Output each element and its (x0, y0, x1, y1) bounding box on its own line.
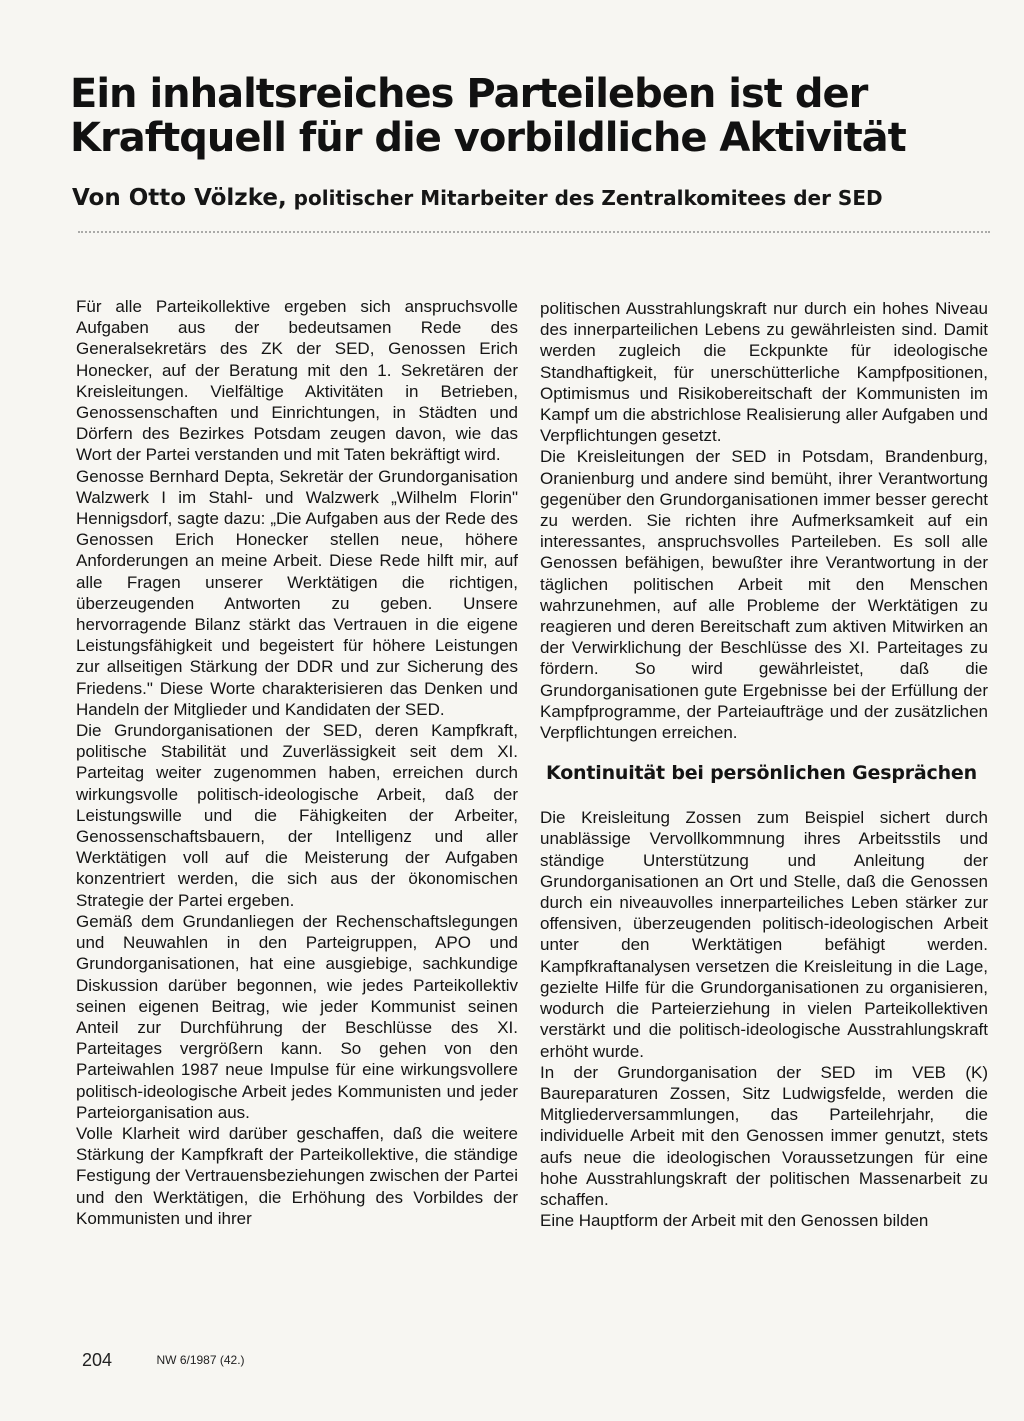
title-divider (78, 231, 990, 233)
paragraph: Eine Hauptform der Arbeit mit den Genossen bilden (540, 1211, 929, 1231)
paragraph: Gemäß dem Grundanliegen der Rechenschaftslegungen und Neuwahlen in den Parteigruppen, APO und Grundorganisationen, hat eine ausgiebige, sachkundige Diskussion darüber begonnen, wie jedes Parteikollektiv seinen eigenen Beitrag, wie jeder Kommunist seinen Anteil zur Durchführung der Beschlüsse des XI. Parteitages vergrößern kann. So gehen von den Parteiwahlen 1987 neue Impulse für eine wirkungsvollere politisch-ideologische Arbeit jedes Kommunisten und jeder Parteiorganisation aus. (76, 911, 518, 1122)
paragraph: In der Grundorganisation der SED im VEB (K) Baureparaturen Zossen, Sitz Ludwigsfelde, werden die Mitgliederversammlungen, das Parteilehrjahr, die individuelle Arbeit mit den Genossen immer genutzt, stets aufs neue die ideologischen Voraussetzungen für eine hohe Ausstrahlungskraft der politischen Massenarbeit zu schaffen. (540, 1062, 988, 1209)
paragraph: Die Kreisleitung Zossen zum Beispiel sichert durch unablässige Vervollkommnung ihres Arbeitsstils und ständige Unterstützung und Anleitung der Grundorganisationen an Ort und Stelle, daß die Genossen durch ein niveauvolles innerparteiliches Leben stärker zur offensiven, überzeugenden politisch-ideologischen Arbeit unter den Werktätigen befähigt werden. Kampfkraftanalysen versetzen die Kreisleitung in die Lage, gezielte Hilfe für die Grundorganisationen zu organisieren, wodurch die Parteierziehung in vielen Parteikollektiven verstärkt und die politisch-ideologische Ausstrahlungskraft erhöht wurde. (540, 808, 988, 1061)
paragraph: Die Grundorganisationen der SED, deren Kampfkraft, politische Stabilität und Zuverlässigkeit seit dem XI. Parteitag weiter zugenommen haben, erreichen durch wirkungsvolle politisch-ideologische Arbeit, daß der Leistungswille und die Fähigkeiten der Arbeiter, Genossenschaftsbauern, der Intelligenz und aller Werktätigen voll auf die Meisterung der Aufgaben konzentriert werden, die sich aus der ökonomischen Strategie der Partei ergeben. (76, 721, 518, 910)
paragraph: Die Kreisleitungen der SED in Potsdam, Brandenburg, Oranienburg und andere sind bemüht, ihrer Verantwortung gegenüber den Grundorganisationen immer besser gerecht zu werden. Sie richten ihre Aufmerksamkeit auf ein interessantes, anspruchsvolles Parteileben. Es soll alle Genossen befähigen, bewußter ihre Verantwortung in der täglichen politischen Arbeit mit den Menschen wahrzunehmen, auf alle Probleme der Werktätigen zu reagieren und deren Bereitschaft zum aktiven Mitwirken an der Verwirklichung der Beschlüsse des XI. Parteitages zu fördern. So wird gewährleistet, daß die Grundorganisationen gute Ergebnisse bei der Erfüllung der Kampfprogramme, der Parteiaufträge und der zusätzlichen Verpflichtungen erreichen. (540, 447, 988, 743)
paragraph: Genosse Bernhard Depta, Sekretär der Grundorganisation Walzwerk I im Stahl- und Walzwerk „Wilhelm Florin" Hennigsdorf, sagte dazu: „Die Aufgaben aus der Rede des Genossen Erich Honecker stellen neue, höhere Anforderungen an meine Arbeit. Diese Rede hilft mir, auf alle Fragen unserer Werktätigen die richtigen, überzeugenden Antworten zu geben. Unsere hervorragende Bilanz stärkt das Vertrauen in die eigene Leistungsfähigkeit und begeistert für höhere Leistungen zur allseitigen Stärkung der DDR und zur Sicherung des Friedens." Diese Worte charakterisieren das Denken und Handeln der Mitglieder und Kandidaten der SED. (76, 466, 518, 719)
byline-role: politischer Mitarbeiter des Zentralkomitees der SED (286, 186, 883, 210)
title-line-2: Kraftquell für die vorbildliche Aktivität (70, 115, 906, 161)
issue-reference: NW 6/1987 (42.) (156, 1353, 245, 1367)
paragraph: politischen Ausstrahlungskraft nur durch ein hohes Niveau des innerparteilichen Lebens zu gewährleisten sind. Damit werden zugleich die Eckpunkte für ideologische Standhaftigkeit, für unerschütterliche Kampfpositionen, Optimismus und Risikobereitschaft der Kommunisten im Kampf um die abstrichlose Realisierung aller Aufgaben und Verpflichtungen gesetzt. (540, 299, 988, 446)
right-column (540, 298, 988, 1231)
page-number: 204 (82, 1350, 113, 1370)
title-line-1: Ein inhaltsreiches Parteileben ist der (70, 71, 868, 117)
left-column (76, 296, 518, 1229)
section-subheading: Kontinuität bei persönlichen Gesprächen (546, 762, 977, 785)
byline-author: Von Otto Völzke, (72, 185, 287, 211)
paragraph: Volle Klarheit wird darüber geschaffen, daß die weitere Stärkung der Kampfkraft der Parteikollektive, die ständige Festigung der Vertrauensbeziehungen zwischen der Partei und den Werktätigen, die Erhöhung des Vorbildes der Kommunisten und ihrer (76, 1123, 518, 1228)
paragraph: Für alle Parteikollektive ergeben sich anspruchsvolle Aufgaben aus der bedeutsamen Rede des Generalsekretärs des ZK der SED, Genossen Erich Honecker, auf der Beratung mit den 1. Sekretären der Kreisleitungen. Vielfältige Aktivitäten in Betrieben, Genossenschaften und Einrichtungen, in Städten und Dörfern des Bezirkes Potsdam zeugen davon, wie das Wort der Partei verstanden und mit Taten bekräftigt wird. (76, 297, 518, 465)
byline (72, 186, 972, 210)
page-footer (82, 1350, 245, 1371)
article-title (70, 72, 970, 160)
